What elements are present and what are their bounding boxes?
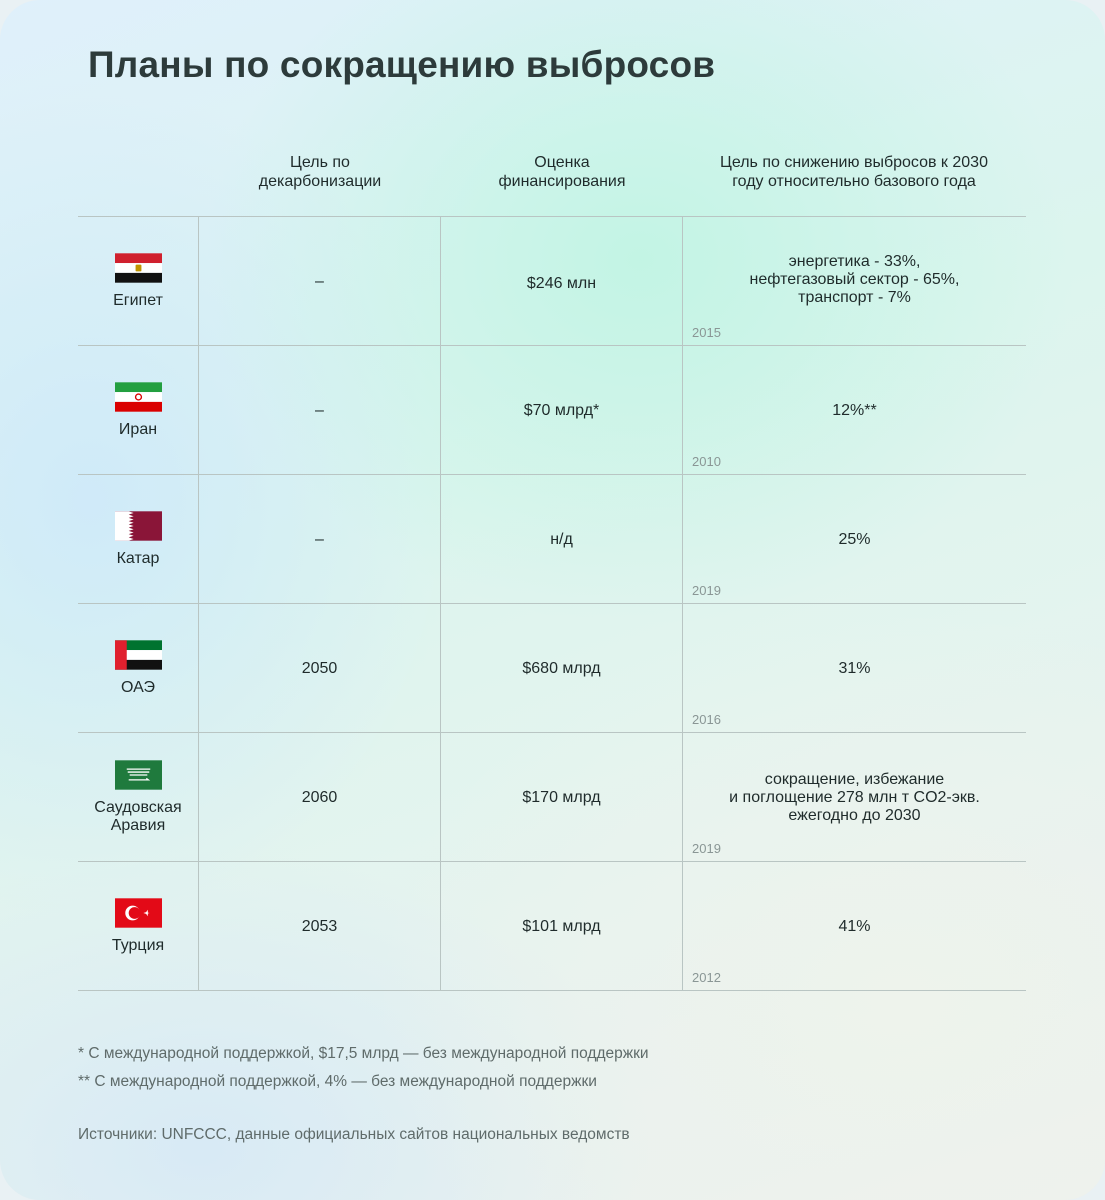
country-name: Египет xyxy=(113,292,163,309)
emission-target-cell xyxy=(683,217,1026,346)
table-row xyxy=(78,346,1026,475)
funding-estimate: $170 млрд xyxy=(522,788,601,806)
table-row xyxy=(78,733,1026,862)
header-funding: Оценка финансирования xyxy=(498,154,626,190)
decarbonization-goal: – xyxy=(315,530,324,548)
country-cell xyxy=(78,862,198,991)
base-year: 2010 xyxy=(692,454,721,469)
emission-target-cell xyxy=(683,346,1026,475)
header-emission-target: Цель по снижению выбросов к 2030 году относительно базового года xyxy=(720,154,988,190)
base-year: 2019 xyxy=(692,583,721,598)
footnote-2: ** С международной поддержкой, 4% — без международной поддержки xyxy=(78,1073,597,1090)
emission-target: 41% xyxy=(838,917,871,935)
decarbonization-goal: 2053 xyxy=(301,917,338,935)
funding-estimate: $70 млрд* xyxy=(523,401,600,419)
emission-target: энергетика - 33%, нефтегазовый сектор - 65%, транспорт - 7% xyxy=(749,252,960,306)
uae-flag-icon xyxy=(115,640,162,670)
base-year: 2016 xyxy=(692,712,721,727)
country-name: Саудовская Аравия xyxy=(94,799,182,834)
header-decarbonization: Цель по декарбонизации xyxy=(258,154,382,190)
footnote-1: * С международной поддержкой, $17,5 млрд — без международной поддержки xyxy=(78,1045,649,1062)
emission-target: 25% xyxy=(838,530,871,548)
table-row xyxy=(78,862,1026,991)
country-cell xyxy=(78,604,198,733)
saudi-arabia-flag-icon xyxy=(115,760,162,790)
turkey-flag-icon xyxy=(115,898,162,928)
sources-note: Источники: UNFCCC, данные официальных сайтов национальных ведомств xyxy=(78,1126,630,1143)
qatar-flag-icon xyxy=(115,511,162,541)
country-name: Катар xyxy=(116,550,160,567)
table-row xyxy=(78,217,1026,346)
decarbonization-goal: – xyxy=(315,401,324,419)
decarbonization-goal: 2060 xyxy=(301,788,338,806)
country-name: ОАЭ xyxy=(121,679,155,696)
country-cell xyxy=(78,346,198,475)
table-row xyxy=(78,475,1026,604)
funding-estimate: $101 млрд xyxy=(522,917,601,935)
funding-estimate: н/д xyxy=(550,530,573,548)
base-year: 2015 xyxy=(692,325,721,340)
emission-target: 12%** xyxy=(832,401,877,419)
iran-flag-icon xyxy=(115,382,162,412)
emission-target-cell xyxy=(683,475,1026,604)
emission-target-cell xyxy=(683,862,1026,991)
base-year: 2012 xyxy=(692,970,721,985)
country-name: Турция xyxy=(111,937,165,954)
base-year: 2019 xyxy=(692,841,721,856)
table-row xyxy=(78,604,1026,733)
decarbonization-goal: – xyxy=(315,272,324,290)
country-name: Иран xyxy=(118,421,158,438)
funding-estimate: $680 млрд xyxy=(522,659,601,677)
country-cell xyxy=(78,217,198,346)
page-title: Планы по сокращению выбросов xyxy=(88,44,716,85)
funding-estimate: $246 млн xyxy=(526,274,597,292)
decarbonization-goal: 2050 xyxy=(301,659,338,677)
country-cell xyxy=(78,733,198,862)
emission-target-cell xyxy=(683,604,1026,733)
egypt-flag-icon xyxy=(115,253,162,283)
country-cell xyxy=(78,475,198,604)
emission-target: сокращение, избежание и поглощение 278 млн т CO2-экв. ежегодно до 2030 xyxy=(729,770,980,824)
emission-target-cell xyxy=(683,733,1026,862)
emission-target: 31% xyxy=(838,659,871,677)
